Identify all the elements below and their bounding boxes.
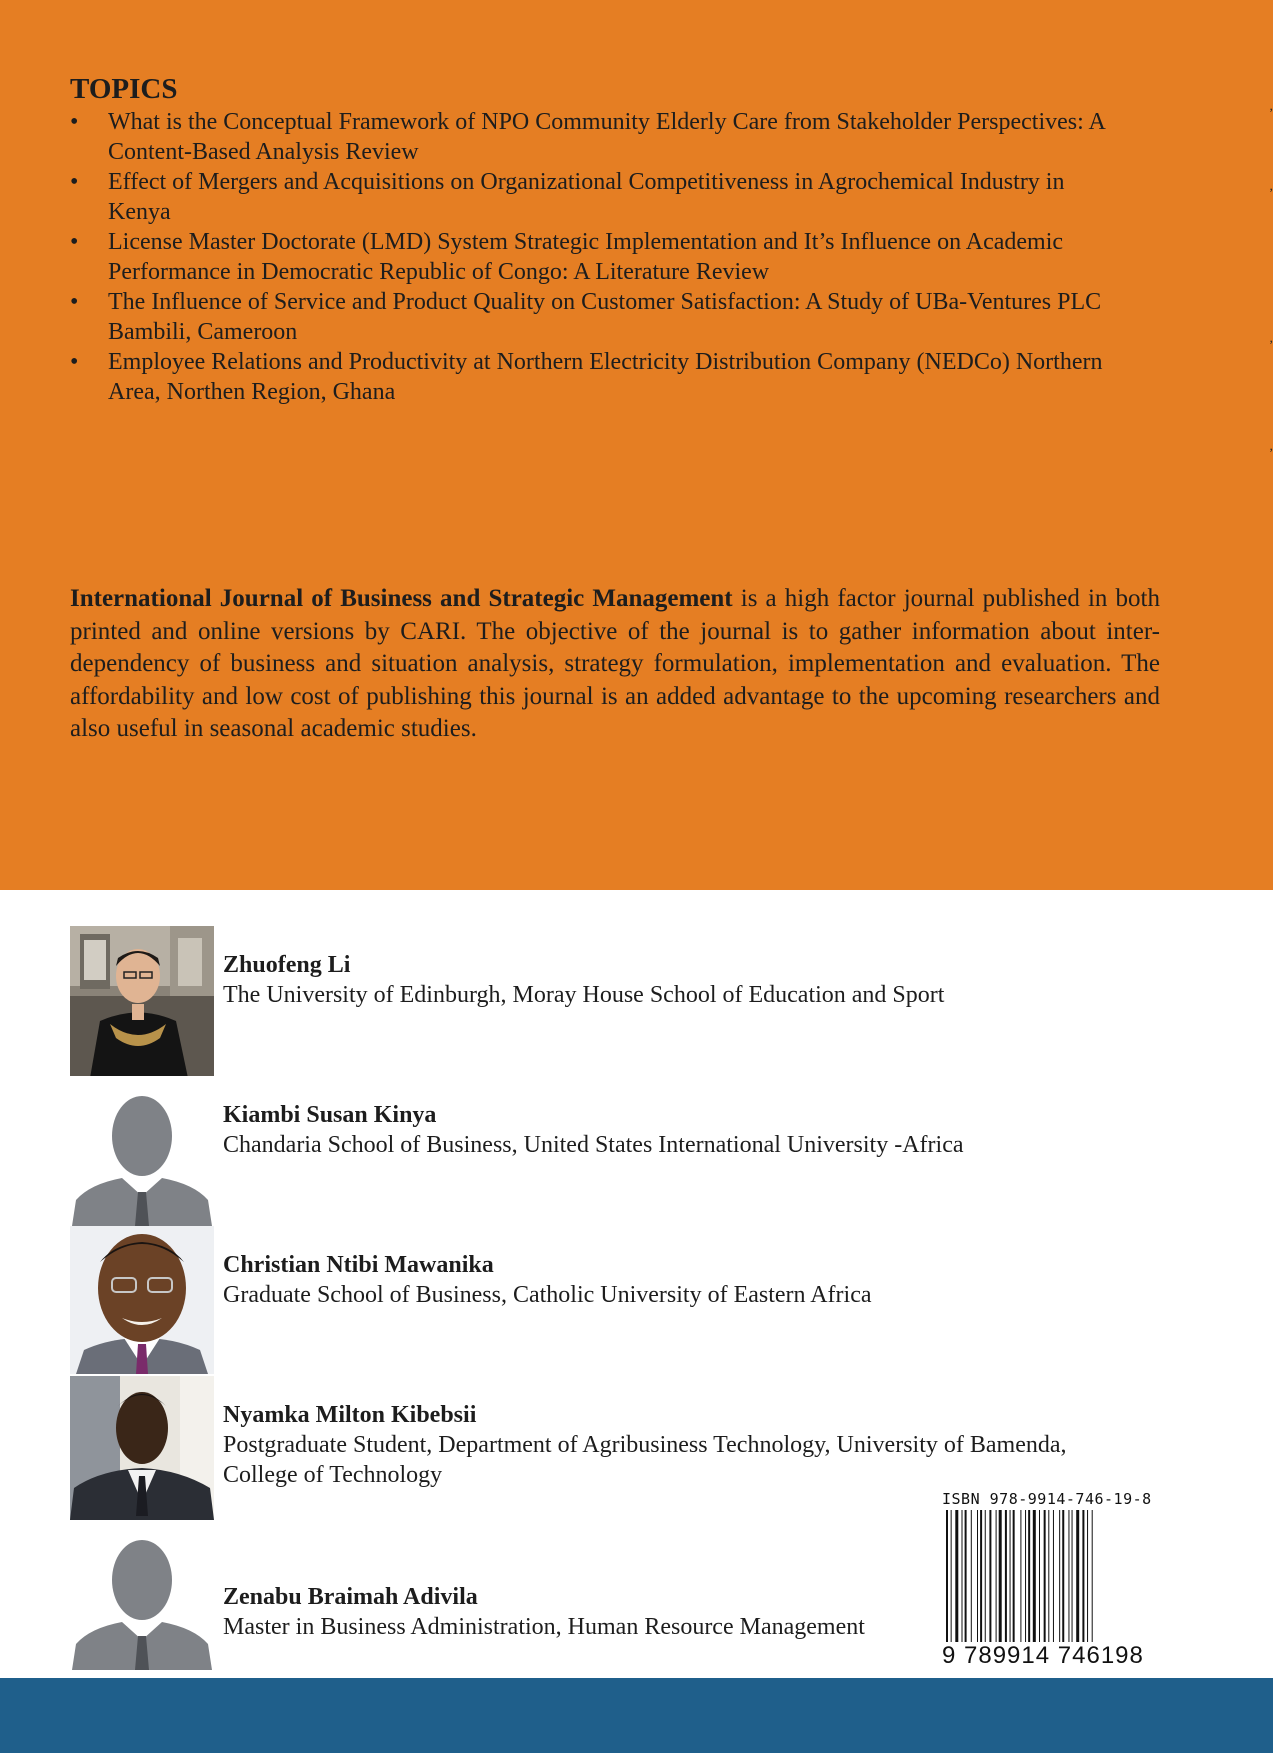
bullet: • <box>70 169 79 195</box>
barcode-bar <box>946 1510 948 1660</box>
author-name: Zhuofeng Li <box>223 952 351 978</box>
topic-item <box>70 167 1170 227</box>
barcode-bar <box>1068 1510 1069 1648</box>
author-affiliation: Chandaria School of Business, United States International University -Africa <box>223 1132 964 1158</box>
topics-heading: TOPICS <box>70 73 178 105</box>
topic-item <box>70 347 1170 407</box>
author-photo-graduate <box>70 926 214 1076</box>
barcode-bar <box>1039 1510 1040 1648</box>
author-text <box>223 1100 1123 1160</box>
barcode-bar <box>965 1510 967 1648</box>
author-text <box>223 1250 1123 1310</box>
bullet: • <box>70 349 79 375</box>
topic-item <box>70 107 1170 167</box>
topic-line: Content-Based Analysis Review <box>108 139 419 165</box>
author-name: Nyamka Milton Kibebsii <box>223 1402 477 1428</box>
barcode-bar <box>1044 1510 1046 1648</box>
edge-mark: , <box>1269 331 1273 346</box>
barcode-bar <box>996 1510 997 1648</box>
author-affiliation: Graduate School of Business, Catholic University of Eastern Africa <box>223 1282 872 1308</box>
barcode-bar <box>989 1510 991 1648</box>
topic-item <box>70 287 1170 347</box>
barcode-bar <box>951 1510 952 1660</box>
topic-line: The Influence of Service and Product Quality on Customer Satisfaction: A Study of UBa-Ventures PLC <box>108 289 1102 315</box>
topic-item <box>70 227 1170 287</box>
author-text <box>223 1400 1123 1490</box>
topic-line: Kenya <box>108 199 171 225</box>
portrait-photo-image <box>70 1226 214 1374</box>
topic-line: Area, Northen Region, Ghana <box>108 379 396 405</box>
author-photo-portrait-suit <box>70 1376 214 1526</box>
bullet: • <box>70 289 79 315</box>
graduate-photo-image <box>70 926 214 1076</box>
barcode-bar <box>1072 1510 1073 1648</box>
author-affiliation: The University of Edinburgh, Moray House School of Education and Sport <box>223 982 945 1008</box>
barcode-bar <box>1028 1510 1030 1648</box>
topic-line: Performance in Democratic Republic of Congo: A Literature Review <box>108 259 770 285</box>
barcode-bar <box>1092 1510 1093 1660</box>
topics-list <box>70 107 1170 407</box>
barcode-bar <box>955 1510 958 1648</box>
barcode-bar <box>985 1510 986 1648</box>
barcode-bar <box>1025 1510 1026 1648</box>
barcode-bar <box>1013 1510 1015 1648</box>
barcode-bar <box>980 1510 982 1648</box>
author-affiliation: Postgraduate Student, Department of Agribusiness Technology, University of Bamenda, <box>223 1432 1067 1458</box>
barcode-bar <box>1076 1510 1079 1648</box>
journal-description-text: is a high factor journal published in both printed and online versions by CARI. The objective of the journal is to gather information about inter-dependency of business and situation analysis, strategy formulation, implementation and evaluation. The affordability and low cost of publishing this journal is an added advantage to the upcoming researchers and also useful in seasonal academic studies. <box>70 585 1160 742</box>
author-photo-placeholder <box>70 1536 214 1672</box>
barcode-bar <box>1082 1510 1084 1648</box>
barcode-bar <box>1033 1510 1036 1648</box>
footer-band <box>0 1678 1273 1753</box>
edge-mark: , <box>1269 439 1273 454</box>
barcode-bar <box>962 1510 963 1648</box>
barcode-bar <box>999 1510 1002 1648</box>
spine-edge-marks <box>1267 100 1273 460</box>
topic-line: What is the Conceptual Framework of NPO Community Elderly Care from Stakeholder Perspectives: A <box>108 109 1106 135</box>
barcode-bar <box>977 1510 978 1648</box>
silhouette-placeholder-icon <box>70 1536 214 1670</box>
topic-line: Employee Relations and Productivity at Northern Electricity Distribution Company (NEDCo) Northern <box>108 349 1103 375</box>
author-photo-placeholder <box>70 1092 214 1242</box>
barcode-bar <box>1059 1510 1060 1648</box>
barcode-bar <box>1048 1510 1049 1648</box>
portrait-suit-photo-image <box>70 1376 214 1520</box>
silhouette-placeholder-icon <box>70 1092 214 1226</box>
barcode-bar <box>971 1510 972 1648</box>
topic-line: Bambili, Cameroon <box>108 319 298 345</box>
edge-mark: , <box>1269 99 1273 114</box>
barcode-digits: 9 789914 746198 <box>942 1642 1144 1669</box>
author-affiliation: College of Technology <box>223 1462 443 1488</box>
author-photo-portrait <box>70 1226 214 1376</box>
journal-description <box>70 583 1160 746</box>
topic-line: License Master Doctorate (LMD) System Strategic Implementation and It’s Influence on Academic <box>108 229 1064 255</box>
bullet: • <box>70 229 79 255</box>
barcode-bar <box>1020 1510 1021 1660</box>
author-name: Kiambi Susan Kinya <box>223 1102 437 1128</box>
barcode-bar <box>1062 1510 1064 1648</box>
journal-name: International Journal of Business and Strategic Management <box>70 585 733 612</box>
author-name: Christian Ntibi Mawanika <box>223 1252 494 1278</box>
author-text <box>223 950 1123 1010</box>
topic-line: Effect of Mergers and Acquisitions on Organizational Competitiveness in Agrochemical Industry in <box>108 169 1065 195</box>
barcode-bar <box>1053 1510 1054 1648</box>
author-affiliation: Master in Business Administration, Human Resource Management <box>223 1614 865 1640</box>
edge-mark: , <box>1269 179 1273 194</box>
barcode-bar <box>1010 1510 1011 1648</box>
isbn-label: ISBN 978-9914-746-19-8 <box>942 1490 1152 1508</box>
barcode-bar <box>1087 1510 1088 1648</box>
bullet: • <box>70 109 79 135</box>
barcode-bar <box>1005 1510 1007 1648</box>
author-name: Zenabu Braimah Adivila <box>223 1584 478 1610</box>
